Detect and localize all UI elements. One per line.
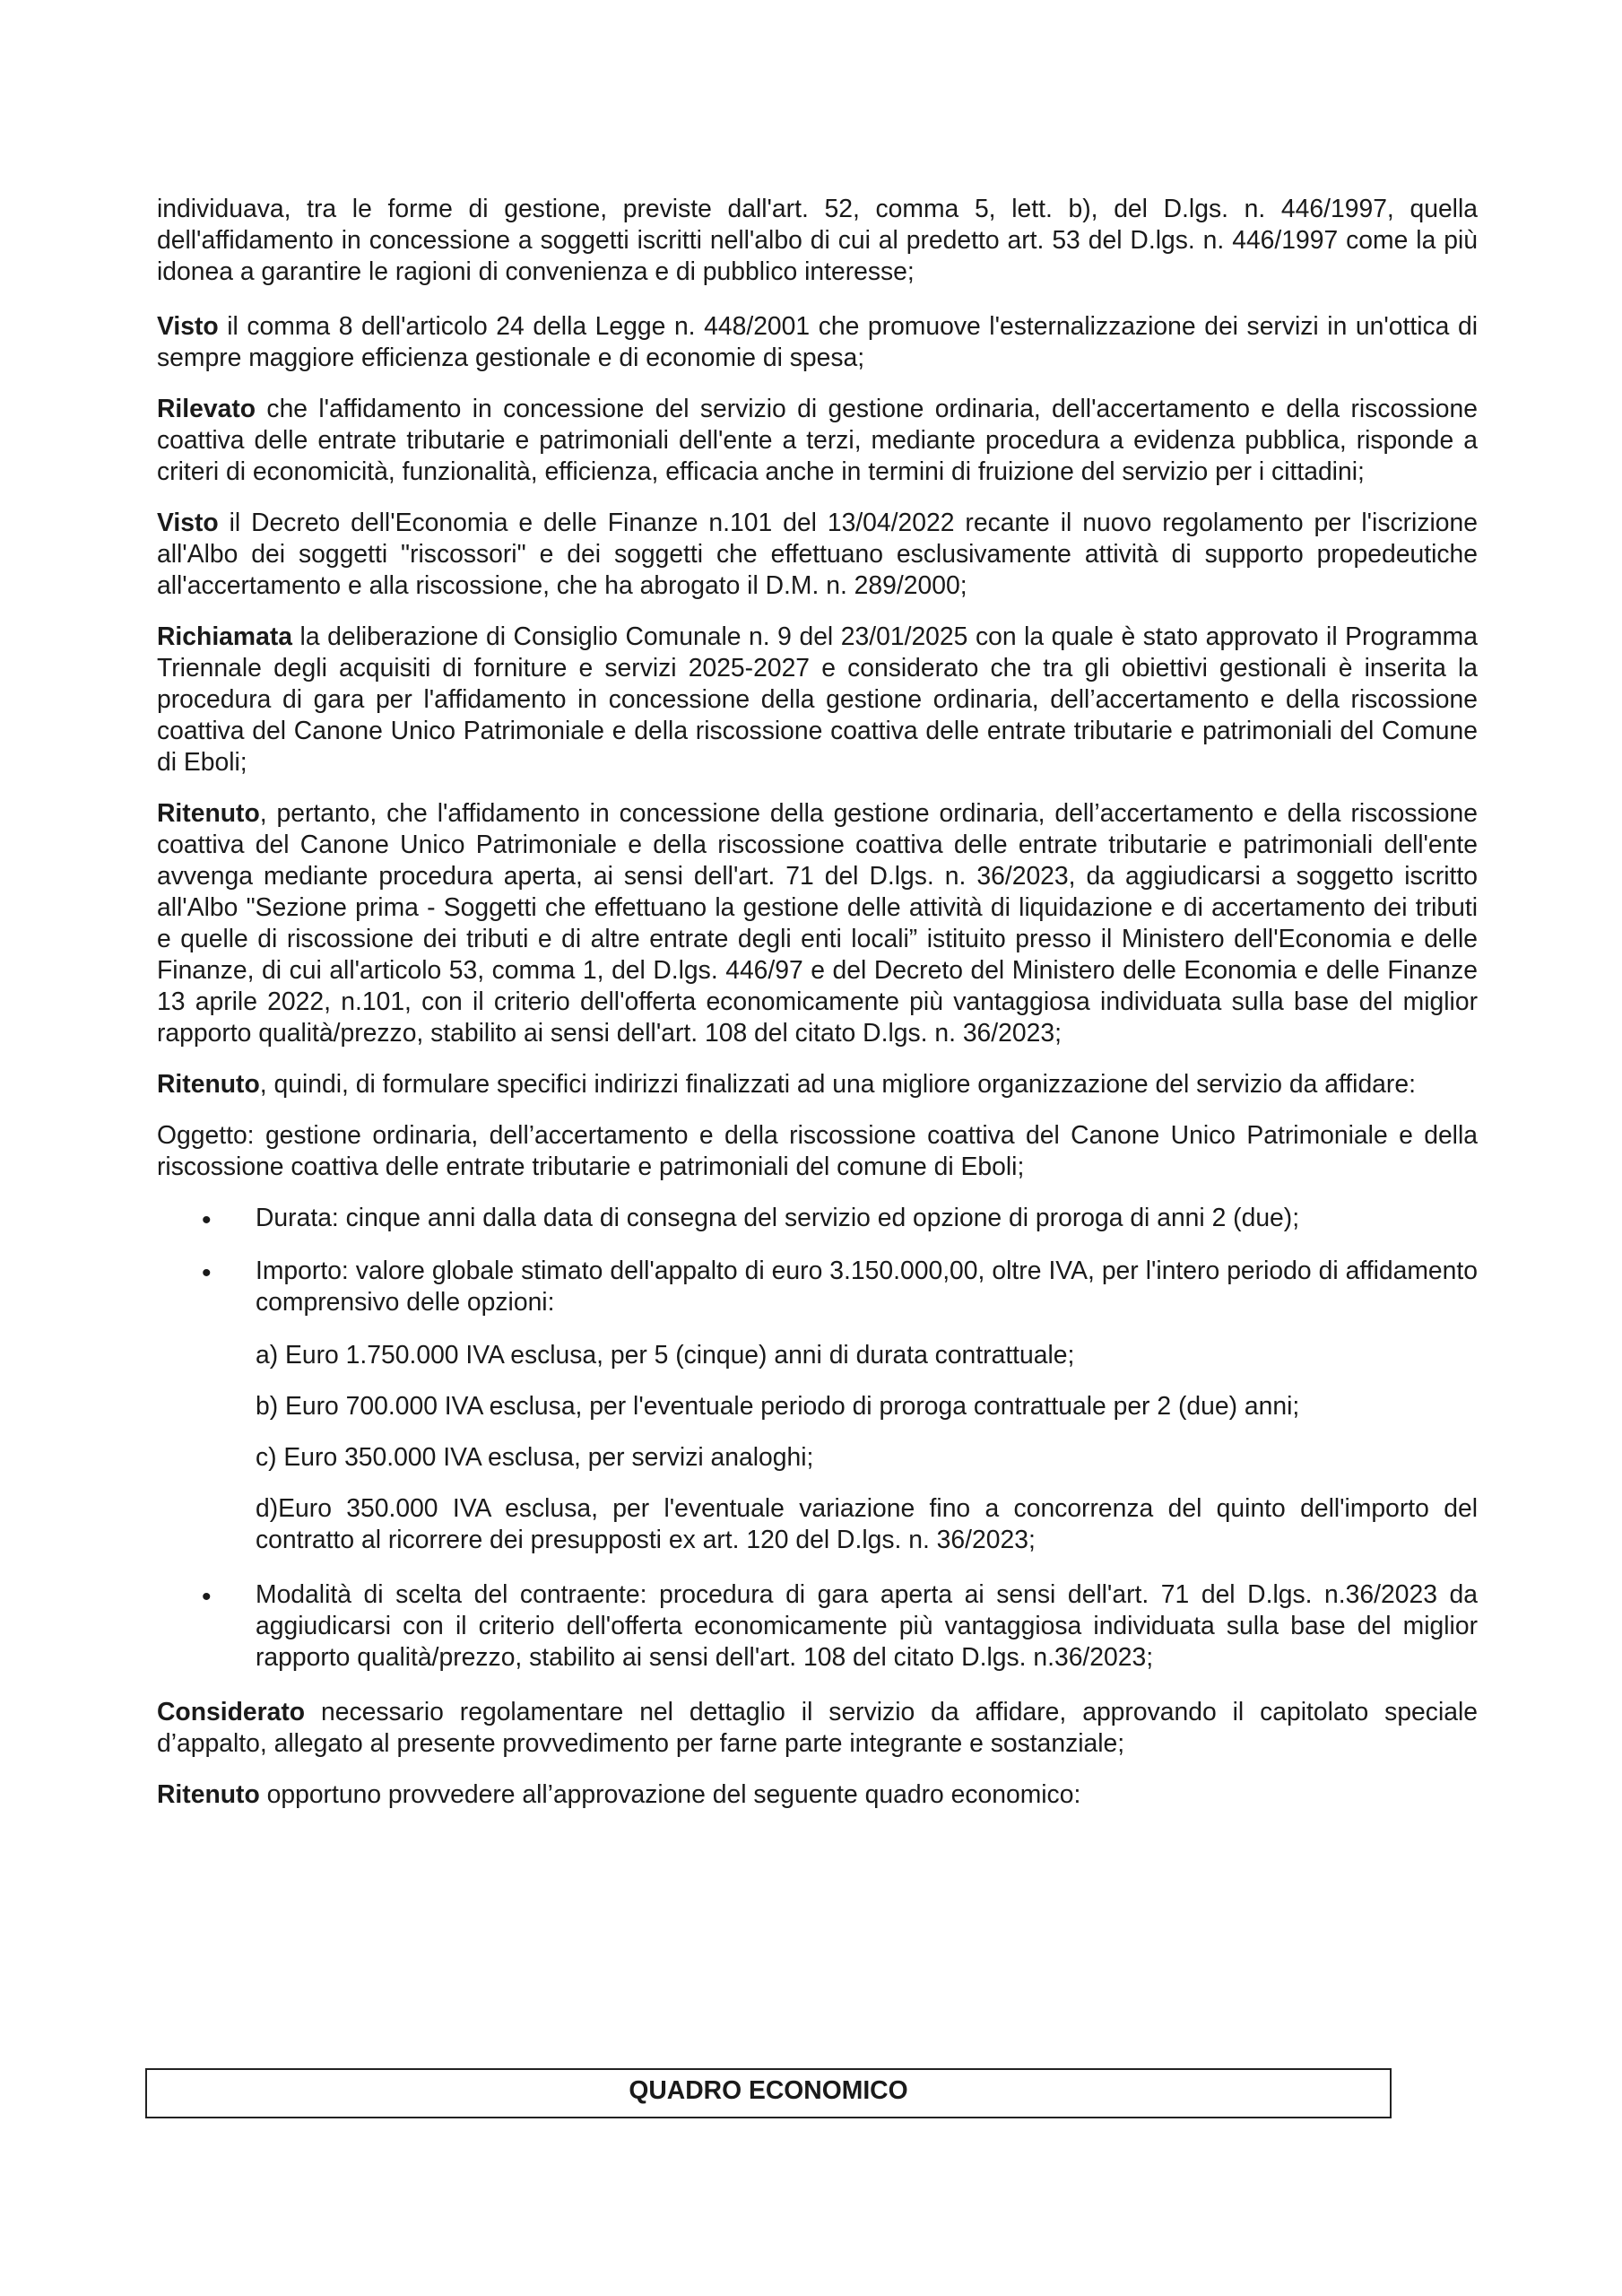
paragraph-ritenuto-pertanto: Ritenuto, pertanto, che l'affidamento in concessione della gestione ordinaria, dell’accertamento e della riscossione coattiva del Canone Unico Patrimoniale e della riscossione coattiva delle entrate tributarie e patrimoniali dell'ente avvenga mediante procedura aperta, ai sensi dell'art. 71 del D.lgs. n. 36/2023, da aggiudicarsi a soggetto iscritto all'Albo "Sezione prima - Soggetti che effettuano la gestione delle attività di liquidazione e di accertamento dei tributi e quelle di riscossione dei tributi e di altre entrate degli enti locali” istituito presso il Ministero dell'Economia e delle Finanze, di cui all'articolo 53, comma 1, del D.lgs. 446/97 e del Decreto del Ministero delle Economia e delle Finanze 13 aprile 2022, n.101, con il criterio dell'offerta economicamente più vantaggiosa individuata sulla base del miglior rapporto qualità/prezzo, stabilito ai sensi dell'art. 108 del citato D.lgs. n. 36/2023; xyxy=(157,798,1478,1047)
paragraph-considerato: Considerato necessario regolamentare nel dettaglio il servizio da affidare, approvando il capitolato speciale d’appalto, allegato al presente provvedimento per farne parte integrante e sostanziale; xyxy=(157,1697,1478,1757)
paragraph-oggetto: Oggetto: gestione ordinaria, dell’accertamento e della riscossione coattiva del Canone Unico Patrimoniale e della riscossione coattiva delle entrate tributarie e patrimoniali del comune di Eboli; xyxy=(157,1120,1478,1180)
paragraph-intro: individuava, tra le forme di gestione, previste dall'art. 52, comma 5, lett. b), del D.lgs. n. 446/1997, quella dell'affidamento in concessione a soggetti iscritti nell'albo di cui al predetto art. 53 del D.lgs. n. 446/1997 come la più idonea a garantire le ragioni di convenienza e di pubblico interesse; xyxy=(157,194,1478,285)
importo-item-c: c) Euro 350.000 IVA esclusa, per servizi analoghi; xyxy=(256,1442,814,1471)
bullet-dot: • xyxy=(202,1205,212,1235)
importo-item-d: d)Euro 350.000 IVA esclusa, per l'eventuale variazione fino a concorrenza del quinto dell'importo del contratto al ricorrere dei presupposti ex art. 120 del D.lgs. n. 36/2023; xyxy=(256,1493,1478,1553)
paragraph-rilevato: Rilevato che l'affidamento in concessione del servizio di gestione ordinaria, dell'accertamento e della riscossione coattiva delle entrate tributarie e patrimoniali dell'ente a terzi, mediante procedura a evidenza pubblica, risponde a criteri di economicità, funzionalità, efficienza, efficacia anche in termini di fruizione del servizio per i cittadini; xyxy=(157,394,1478,485)
paragraph-ritenuto-quindi: Ritenuto, quindi, di formulare specifici indirizzi finalizzati ad una migliore organizzazione del servizio da affidare: xyxy=(157,1069,1416,1098)
importo-item-a: a) Euro 1.750.000 IVA esclusa, per 5 (cinque) anni di durata contrattuale; xyxy=(256,1340,1075,1369)
importo-item-b: b) Euro 700.000 IVA esclusa, per l'eventuale periodo di proroga contrattuale per 2 (due) anni; xyxy=(256,1391,1300,1420)
paragraph-ritenuto-quadro: Ritenuto opportuno provvedere all’approvazione del seguente quadro economico: xyxy=(157,1779,1081,1808)
paragraph-richiamata: Richiamata la deliberazione di Consiglio Comunale n. 9 del 23/01/2025 con la quale è stato approvato il Programma Triennale degli acquisiti di forniture e servizi 2025-2027 e considerato che tra gli obiettivi gestionali è inserita la procedura di gara per l'affidamento in concessione della gestione ordinaria, dell’accertamento e della riscossione coattiva del Canone Unico Patrimoniale e della riscossione coattiva delle entrate tributarie e patrimoniali del Comune di Eboli; xyxy=(157,622,1478,776)
bullet-modalita: • Modalità di scelta del contraente: procedura di gara aperta ai sensi dell'art. 71 del D.lgs. n.36/2023 da aggiudicarsi con il criterio dell'offerta economicamente più vantaggiosa individuata sulla base del miglior rapporto qualità/prezzo, stabilito ai sensi dell'art. 108 del citato D.lgs. n.36/2023; xyxy=(202,1579,1478,1671)
bullet-dot: • xyxy=(202,1258,212,1288)
paragraph-visto-decreto: Visto il Decreto dell'Economia e delle Finanze n.101 del 13/04/2022 recante il nuovo regolamento per l'iscrizione all'Albo dei soggetti "riscossori" e dei soggetti che effettuano esclusivamente attività di supporto propedeutiche all'accertamento e alla riscossione, che ha abrogato il D.M. n. 289/2000; xyxy=(157,508,1478,599)
document-page xyxy=(157,193,1478,1830)
paragraph-visto-legge: Visto il comma 8 dell'articolo 24 della Legge n. 448/2001 che promuove l'esternalizzazione dei servizi in un'ottica di sempre maggiore efficienza gestionale e di economie di spesa; xyxy=(157,311,1478,371)
bullet-importo: • Importo: valore globale stimato dell'appalto di euro 3.150.000,00, oltre IVA, per l'intero periodo di affidamento comprensivo delle opzioni: xyxy=(202,1256,1478,1316)
bullet-durata: • Durata: cinque anni dalla data di consegna del servizio ed opzione di proroga di anni 2 (due); xyxy=(202,1203,1300,1235)
quadro-economico-table-header xyxy=(145,2068,1392,2118)
table-title: QUADRO ECONOMICO xyxy=(629,2075,908,2104)
bullet-dot: • xyxy=(202,1582,212,1612)
